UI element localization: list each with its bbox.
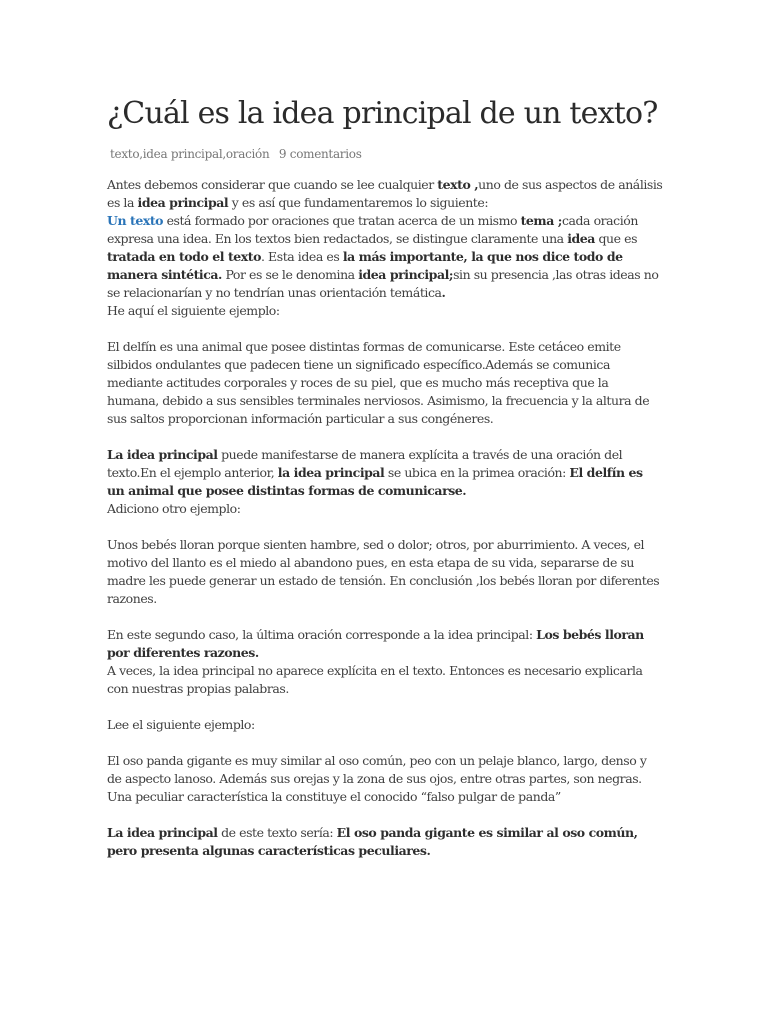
text-span: Por es se le denomina <box>221 267 359 282</box>
bold-text: El delfín es un animal que posee distintas formas de comunicarse. <box>107 465 643 498</box>
article-body <box>107 176 663 860</box>
paragraph-second-case <box>107 626 663 662</box>
bold-text: . <box>441 285 446 300</box>
post-labels-link[interactable]: texto,idea principal,oración <box>110 147 270 161</box>
page-title: ¿Cuál es la idea principal de un texto? <box>107 96 658 131</box>
bold-text: idea principal; <box>358 267 454 282</box>
text-span: cada oración expresa una idea. En los textos bien redactados, se distingue claramente una <box>107 213 638 246</box>
paragraph-implicit-idea: A veces, la idea principal no aparece explícita en el texto. Entonces es necesario explicarla con nuestras propias palabras. <box>107 663 643 696</box>
paragraph-example-panda: El oso panda gigante es muy similar al oso común, peo con un pelaje blanco, largo, denso y de aspecto lanoso. Además sus orejas y la zona de sus ojos, entre otras partes, son negras. Una peculiar característica la constituye el conocido “falso pulgar de panda” <box>107 753 647 804</box>
paragraph-read-example: Lee el siguiente ejemplo: <box>107 717 255 732</box>
bold-text: La idea principal <box>107 447 218 462</box>
post-meta <box>110 146 663 162</box>
paragraph-intro <box>107 176 663 212</box>
paragraph-example-dolphin: El delfín es una animal que posee distintas formas de comunicarse. Este cetáceo emite silbidos ondulantes que padecen tiene un significado específico.Además se comunica mediante actitudes corporales y roces de su piel, que es mucho más receptiva que la humana, debido a sus sensibles terminales nerviosos. Asimismo, la frecuencia y la altura de sus saltos proporcionan información particular a sus congéneres. <box>107 339 650 426</box>
paragraph-definition <box>107 212 663 302</box>
text-span: puede manifestarse de manera explícita a través de una oración del texto.En el ejemplo anterior, <box>107 447 623 480</box>
paragraph-explicit-idea <box>107 446 663 500</box>
comments-link[interactable]: 9 comentarios <box>278 147 362 161</box>
article <box>107 92 663 860</box>
bold-text: texto , <box>437 177 479 192</box>
bold-text: La idea principal <box>107 825 218 840</box>
text-span: está formado por oraciones que tratan acerca de un mismo <box>163 213 521 228</box>
bold-text: la idea principal <box>277 465 385 480</box>
text-span: que es <box>594 231 638 246</box>
paragraph-example-intro: He aquí el siguiente ejemplo: <box>107 303 280 318</box>
highlight-text: Un texto <box>107 213 164 228</box>
bold-text: tratada en todo el texto <box>107 249 262 264</box>
bold-text: la más importante, la que nos dice todo de manera sintética. <box>107 249 623 282</box>
bold-text: Los bebés lloran por diferentes razones. <box>107 627 644 660</box>
paragraph-panda-main-idea <box>107 824 663 860</box>
paragraph-example-babies: Unos bebés lloran porque sienten hambre, sed o dolor; otros, por aburrimiento. A veces, el motivo del llanto es el miedo al abandono pues, en esta etapa de su vida, separarse de su madre les puede generar un estado de tensión. En conclusión ,los bebés lloran por diferentes razones. <box>107 537 660 606</box>
bold-text: El oso panda gigante es similar al oso común, pero presenta algunas características peculiares. <box>107 825 638 858</box>
text-span: . Esta idea es <box>261 249 343 264</box>
paragraph-another-example: Adiciono otro ejemplo: <box>107 501 241 516</box>
text-span: Antes debemos considerar que cuando se lee cualquier <box>107 177 438 192</box>
text-span: y es así que fundamentaremos lo siguiente: <box>228 195 489 210</box>
text-span: uno de sus aspectos de análisis es la <box>107 177 663 210</box>
text-span: sin su presencia ,las otras ideas no se relacionarían y no tendrían unas orientación temática <box>107 267 659 300</box>
text-span: de este texto sería: <box>217 825 337 840</box>
bold-text: idea <box>567 231 595 246</box>
bold-text: idea principal <box>137 195 229 210</box>
text-span: se ubica en la primea oración: <box>384 465 570 480</box>
text-span: En este segundo caso, la última oración corresponde a la idea principal: <box>107 627 537 642</box>
bold-text: tema ; <box>520 213 562 228</box>
